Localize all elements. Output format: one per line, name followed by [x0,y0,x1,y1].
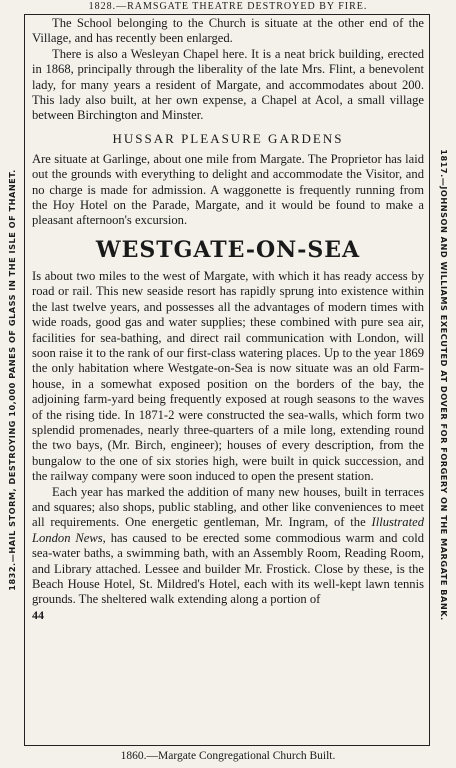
newspaper-title: Illustrated London News [32,515,424,545]
header-banner: 1828.—RAMSGATE THEATRE DESTROYED BY FIRE. [88,1,368,12]
westgate-paragraph-2 [32,485,424,608]
church-school-paragraph: The School belonging to the Church is situate at the other end of the Village, and has recently been enlarged. [32,16,424,46]
footer-banner: 1860.—Margate Congregational Church Built. [120,750,336,762]
hussar-paragraph: Are situate at Garlinge, about one mile from Margate. The Proprietor has laid out the grounds with everything to delight and accommodate the Visitor, and no charge is made for admission. A waggonette is frequently running from the Hoy Hotel on the Parade, Margate, and it would be found to make a pleasant afternoon's excursion. [32,151,424,228]
right-margin-note: 1817.—JOHNSON AND WILLIAMS EXECUTED AT DOVER FOR FORGERY ON THE MARGATE BANK. [439,149,449,621]
westgate-heading: WESTGATE-ON-SEA [95,236,361,263]
hussar-heading: HUSSAR PLEASURE GARDENS [112,130,344,146]
page-number: 44 [32,607,44,622]
wesleyan-chapel-paragraph: There is also a Wesleyan Chapel here. It is a neat brick building, erected in 1868, principally through the liberality of the late Mrs. Flint, a benevolent lady, for many years a resident of Margate, and accommodates about 200. This lady also built, at her own expense, a Chapel at Acol, a small village between Birchington and Minster. [32,46,424,123]
westgate-p2-end: , has caused to be erected some commodious warm and cold sea-water baths, a swimming bath, with an Assembly Room, Reading Room, and Library attached. Lessee and builder Mr. Frostick. Close by these, is the Beach House Hotel, St. Mildred's Hotel, each with its well-kept lawn tennis grounds. The sheltered walk extending along a portion of [32,530,424,607]
westgate-p2-start: Each year has marked the addition of many new houses, built in terraces and squares; also shops, public stabling, and other like conveniences to meet all requirements. One energetic gentleman, Mr. Ingram, of the [32,484,424,530]
westgate-paragraph-1: Is about two miles to the west of Margate, with which it has ready access by road or rail. This new seaside resort has rapidly sprung into existence within the last twelve years, and possesses all the advantages of modern times with wide roads, good gas and water supplies; these combined with pure sea air, facilities for sea-bathing, and direct rail communication with London, will soon raise it to the rank of our first-class watering places. Up to the year 1869 the only habitation where Westgate-on-Sea is now situate was an old Farm-house, in a somewhat exposed position on the borders of the bay, the adjoining farm-yard being frequently exposed at rough seasons to the waves of the rising tide. In 1871-2 were constructed the sea-walls, which form two splendid promenades, nearly three-quarters of a mile long, extending round the two bays, (Mr. Birch, engineer); houses of every description, from the bungalow to the one of six stories high, were built in quick succession, and the railway company were soon induced to open the present station. [32,268,424,484]
left-margin-note: 1832.—HAIL STORM, DESTROYING 10,000 PANES OF GLASS IN THE ISLE OF THANET. [7,169,17,591]
page-content [32,16,424,623]
